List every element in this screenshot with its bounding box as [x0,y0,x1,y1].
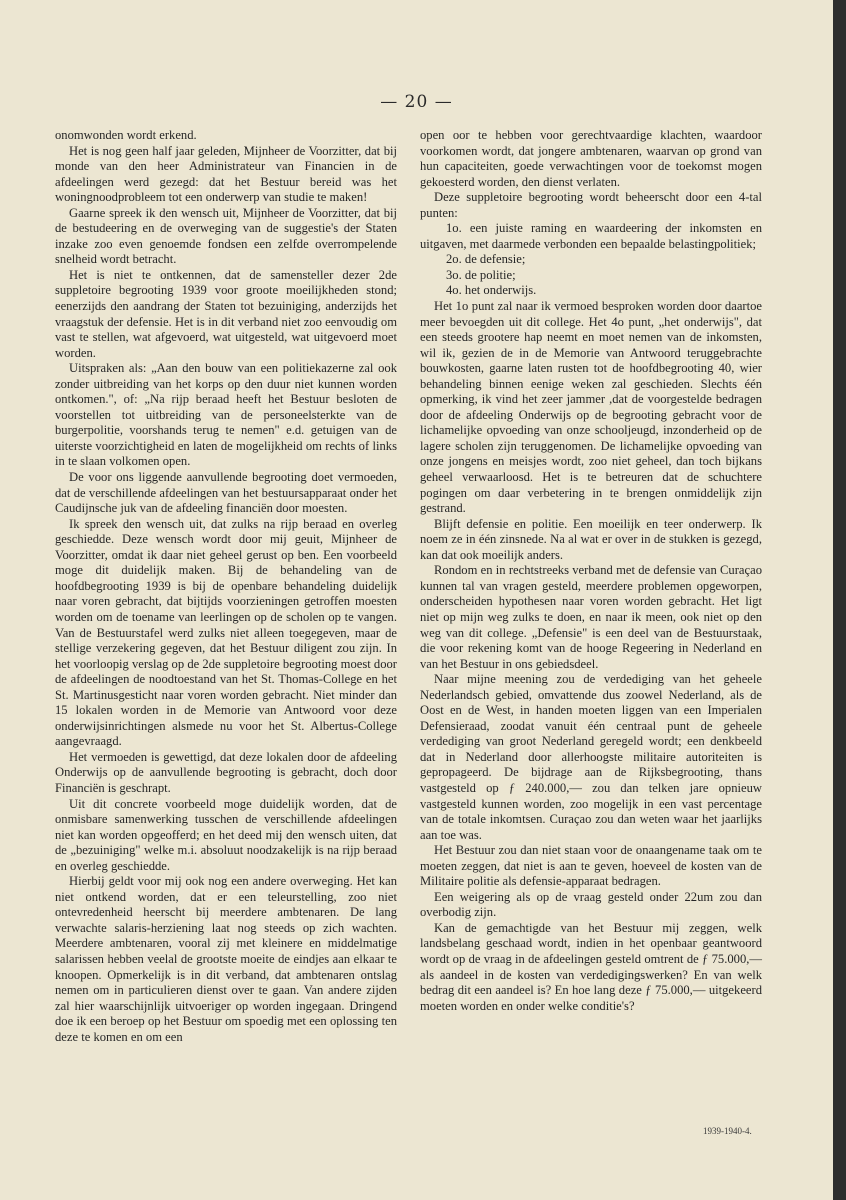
paragraph: Kan de gemachtigde van het Bestuur mij zeggen, welk landsbelang geschaad wordt, indien in het openbaar geantwoord wordt op de vraag in de afdeelingen gesteld omtrent de ƒ 75.000,— als aandeel in de kosten van verdedigingswerken? En van welk bedrag dit een aandeel is? En hoe lang deze ƒ 75.000,— uitgekeerd moeten worden en onder welke conditie's? [420,920,762,1013]
paragraph: Gaarne spreek ik den wensch uit, Mijnheer de Voorzitter, dat bij de bestudeering en de overweging van de suggestie's der Staten inzake zoo even genoemde fondsen een zelfde overrompelende snelheid wordt betracht. [55,205,397,267]
paragraph: Het is niet te ontkennen, dat de samensteller dezer 2de suppletoire begrooting 1939 voor groote moeilijkheden stond; eenerzijds den aandrang der Staten tot bezuiniging, anderzijds het vraagstuk der defensie. Het is in dit verband niet zoo eenvoudig om vast te stellen, wat afgevoerd, wat uitgesteld, wat uitgevoerd moet worden. [55,267,397,360]
list-item: 4o. het onderwijs. [446,283,537,298]
paragraph: Het is nog geen half jaar geleden, Mijnheer de Voorzitter, dat bij monde van den heer Administrateur van Financien in de afdeelingen werd gezegd: dat het Bestuur bereid was het woningnoodprobleem tot een onderwerp van studie te maken! [55,143,397,205]
paragraph: Rondom en in rechtstreeks verband met de defensie van Curaçao kunnen tal van vragen gesteld, meerdere problemen opgeworpen, onderscheiden hypothesen naar voren worden gebracht. Het ligt niet op mijn weg zulks te doen, en naar ik meen, ook niet op den weg van dit college. „Defensie" is een deel van de Bestuurstaak, die voor rekening komt van de hooge Regeering in Nederland en van het Bestuur in ons gebiedsdeel. [420,563,762,671]
list-item: 2o. de defensie; [446,252,526,267]
paragraph: Het vermoeden is gewettigd, dat deze lokalen door de afdeeling Onderwijs op de aanvullende begrooting is gebracht, doch door Financiën is geschrapt. [55,749,397,795]
left-column [55,128,397,1045]
paragraph: Het 1o punt zal naar ik vermoed besproken worden door daartoe meer bevoegden uit dit college. Het 4o punt, „het onderwijs", dat een steeds grootere hap neemt en moet nemen van de inkomsten, wil ik, gezien de in de Memorie van Antwoord teruggebrachte bouwkosten, gaarne laten rusten tot de hoofdbegrooting 40, wier behandeling binnen eenige weken zal geschieden. Slechts één opmerking, ik vind het zeer jammer ,dat de voorgestelde bedragen door de afdeeling Onderwijs op de begrooting gebracht voor de lichamelijke opvoeding van onze schooljeugd, inzonderheid op de lagere scholen zijn teruggenomen. De lichamelijke opvoeding van onze jongens en meisjes wordt, zoo niet geheel, dan toch bijkans geheel verwaarloosd. Het is te betreuren dat de schuchtere pogingen om daar verbetering in te brengen onmiddelijk zijn gestrand. [420,299,762,516]
paragraph: Ik spreek den wensch uit, dat zulks na rijp beraad en overleg geschiedde. Deze wensch wordt door mij geuit, Mijnheer de Voorzitter, omdat ik daar niet geheel gerust op ben. Een voorbeeld moge dit duidelijk maken. Bij de behandeling van de hoofdbegrooting 1939 is bij de openbare behandeling duidelijk naar voren gebracht, dat bijtijds voorzieningen getroffen moesten worden om de toename van leerlingen op de scholen op te vangen. Van de Bestuurstafel werd zulks niet alleen toegegeven, maar de stellige verzekering gegeven, dat het Bestuur diligent zou zijn. In het voorloopig verslag op de 2de suppletoire begrooting moest door de afdeelingen de noodtoestand van het St. Thomas-College en het St. Martinusgesticht naar voren worden gebracht. Niet minder dan 15 lokalen worden in de Memorie van Antwoord voor deze onderwijsinrichtingen alsmede nu voor het St. Albertus-College aangevraagd. [55,516,397,749]
paragraph: De voor ons liggende aanvullende begrooting doet vermoeden, dat de verschillende afdeelingen van het bestuursapparaat onder het Caudijnsche juk van de afdeeling financiën door moesten. [55,470,397,516]
paragraph: Een weigering als op de vraag gesteld onder 22um zou dan overbodig zijn. [420,889,762,920]
paragraph: Hierbij geldt voor mij ook nog een andere overweging. Het kan niet ontkend worden, dat er een teleurstelling, zoo niet ontevredenheid heerscht bij meerdere ambtenaren. De lang verwachte salaris-herziening laat nog steeds op zich wachten. Meerdere ambtenaren, vooral zij met kleinere en middelmatige salarissen hebben veelal de grootste moeite de eindjes aan elkaar te knoopen. Opmerkelijk is in dit verband, dat ambtenaren ontslag nemen om in particulieren dienst over te gaan. Van andere zijden zal hier waarschijnlijk uitvoeriger op worden ingegaan. Dringend doe ik een beroep op het Bestuur om spoedig met een oplossing ten deze te komen en om een [55,874,397,1044]
right-column [420,128,762,1014]
list-item: 3o. de politie; [446,267,516,282]
paragraph: Uit dit concrete voorbeeld moge duidelijk worden, dat de onmisbare samenwerking tusschen de verschillende afdeelingen niet kan worden opgeofferd; en het deed mij den wensch uiten, dat de „bezuiniging" welke m.i. absoluut noodzakelijk is na rijp beraad en overleg geschiedde. [55,796,397,873]
footer-code: 1939-1940-4. [703,1126,752,1136]
list-item: 1o. een juiste raming en waardeering der inkomsten en uitgaven, met daarmede verbonden een bepaalde belastingpolitiek; [420,221,762,251]
paragraph: open oor te hebben voor gerechtvaardige klachten, waardoor voorkomen wordt, dat jongere ambtenaren, waarvan op grond van hun capaciteiten, goede verwachtingen voor de toekomst mogen gekoesterd worden, den dienst verlaten. [420,128,762,189]
paragraph: Deze suppletoire begrooting wordt beheerscht door een 4-tal punten: [420,190,762,220]
paragraph: Blijft defensie en politie. Een moeilijk en teer onderwerp. Ik noem ze in één zinsnede. Na al wat er over in de stukken is gezegd, kan dat ook moeilijk anders. [420,516,762,562]
scan-edge [833,0,846,1200]
paragraph: Uitspraken als: „Aan den bouw van een politiekazerne zal ook zonder uitbreiding van het korps op den duur niet kunnen worden ontkomen.", of: „Na rijp beraad heeft het Bestuur besloten de voorstellen tot uitbreiding van de personeelsterkte van de burgerpolitie, voorshands terug te nemen" e.d. getuigen van de uiterste voorzichtigheid en laten de mogelijkheid om rechts of links in te slaan volkomen open. [55,361,397,469]
paragraph: onomwonden wordt erkend. [55,128,197,142]
paragraph: Naar mijne meening zou de verdediging van het geheele Nederlandsch gebied, omvattende dus zoowel Nederland, als de Oost en de West, in handen moeten liggen van een Imperialen Defensieraad, zoodat vanuit één centraal punt de geheele verdediging van groot Nederland geregeld wordt; een denkbeeld dat in Nederland door allerhoogste militaire autoriteiten is gepropageerd. De bijdrage aan de Rijksbegrooting, thans vastgesteld op ƒ 240.000,— zou dan telken jare opnieuw vastgesteld kunnen worden, zoo mogelijk in een vast percentage van de totale inkomtsen. Curaçao zou dan weten waar het jaarlijks aan toe was. [420,672,762,842]
page-number: — 20 — [380,92,453,112]
paragraph: Het Bestuur zou dan niet staan voor de onaangename taak om te moeten zeggen, dat niet is aan te geven, hoeveel de kosten van de Militaire politie als defensie-apparaat bedragen. [420,843,762,889]
